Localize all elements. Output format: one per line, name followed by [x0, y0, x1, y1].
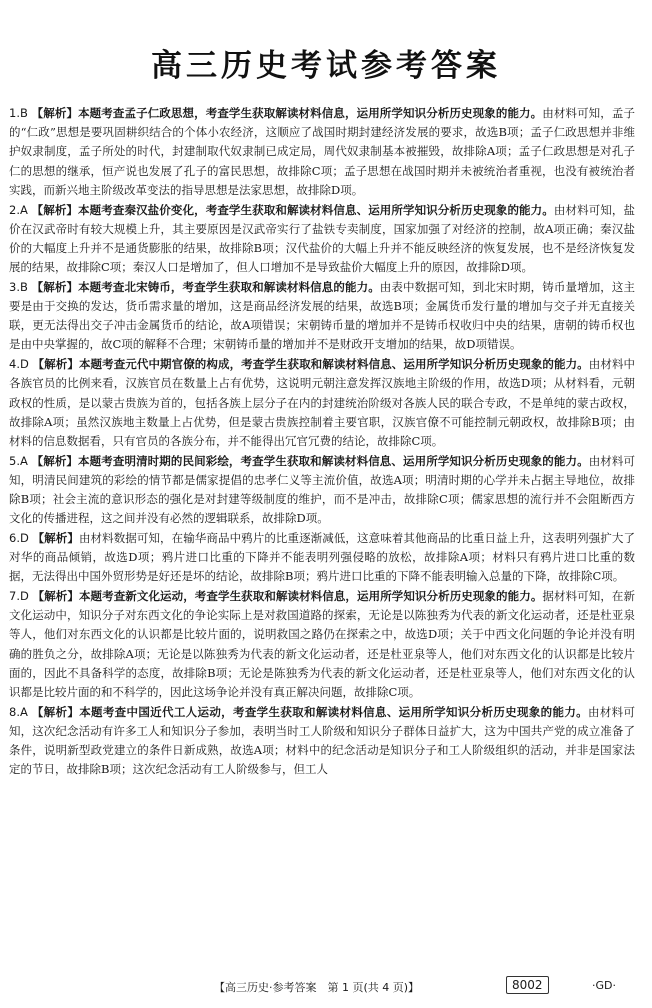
analysis-body: 由材料可知，盐价在汉武帝时有较大规模上升，其主要原因是汉武帝实行了盐铁专卖制度，国家加强了对经济的控制，故A项正确；秦汉盐价的大幅度上升并不是通货膨胀的结果，故排除B项；汉代盐价的大幅上升并不能反映经济的恢复发展，也不是经济恢复发展的结果，故排除C项；秦汉人口是增加了，但人口增加不是导致盐价大幅度上升的原因，故排除D项。 — [9, 202, 636, 275]
page-footer — [0, 975, 652, 997]
analysis-tag: 【解析】 — [31, 279, 79, 294]
answer-number: 6.D — [9, 530, 29, 545]
footer-mark: ·GD· — [592, 979, 616, 992]
footer-code-badge: 8002 — [506, 976, 549, 994]
question-focus: 本题考查中国近代工人运动，考查学生获取和解读材料信息、运用所学知识分析历史现象的能力。 — [79, 704, 589, 719]
answer-item-1 — [9, 104, 635, 200]
analysis-body: 由材料可知，孟子的“仁政”思想是要巩固耕织结合的个体小农经济，这顺应了战国时期封建经济发展的要求，故选B项；孟子仁政思想并非维护奴隶制度，孟子所处的时代，封建制取代奴隶制已成定局，周代奴隶制基本被摧毁，故排除A项；孟子仁政思想是对孔子仁的思想的继承，恒产说也发展了孔子的富民思想，故排除C项；孟子思想在战国时期并未被统治者重视，也没有被统治者实践，而新兴地主阶级改革变法的指导思想是法家思想，故排除D项。 — [9, 106, 636, 197]
analysis-body: 由材料数据可知，在输华商品中鸦片的比重逐渐减低，这意味着其他商品的比重日益上升，这表明列强扩大了对华的商品倾销，故选D项；鸦片进口比重的下降并不能表明列强侵略的放松，故排除A项；材料只有鸦片进口比重的数据，无法得出中国外贸形势是好还是坏的结论，故排除B项；鸦片进口比重的下降不能表明输入总量的下降，故排除C项。 — [9, 530, 636, 584]
answer-item-4 — [9, 355, 635, 451]
analysis-tag: 【解析】 — [31, 704, 80, 719]
answer-number: 4.D — [9, 357, 29, 372]
answer-item-7 — [9, 587, 635, 702]
answer-number: 1.B — [9, 106, 28, 120]
analysis-body: 由表中数据可知，到北宋时期，铸币量增加，这主要是由于交换的发达，货币需求量的增加，这是商品经济发展的结果，故选B项；金属货币发行量的增加与交子并无直接关联，更无法得出交子冲击金属货币的结论，故A项错误；宋朝铸币量的增加并不是铸币权收归中央的结果，唐朝的铸币权也是由中央掌握的，故C项的解释不合理；宋朝铸币量的增加并不是财政开支增加的结果，故D项错误。 — [9, 279, 636, 352]
answer-item-3 — [9, 278, 635, 355]
analysis-body: 由材料可知，这次纪念活动有许多工人和知识分子参加，表明当时工人阶级和知识分子群体日益扩大，这为中国共产党的成立准备了条件，说明新型政党建立的条件日新成熟，故选A项；材料中的纪念活动是知识分子和工人阶级组织的活动，并非是国家法定的节日，故排除B项；这次纪念活动有工人阶级参与，但工人 — [9, 704, 636, 777]
analysis-tag: 【解析】 — [31, 106, 79, 120]
footer-text: 【高三历史·参考答案 第 1 页(共 4 页)】 — [214, 981, 420, 994]
analysis-tag: 【解析】 — [32, 530, 79, 545]
analysis-tag: 【解析】 — [31, 202, 79, 217]
analysis-tag: 【解析】 — [32, 357, 79, 372]
answer-item-5 — [9, 452, 635, 529]
analysis-tag: 【解析】 — [32, 589, 79, 604]
question-focus: 本题考查明清时期的民间彩绘，考查学生获取和解读材料信息、运用所学知识分析历史现象的能力。 — [78, 453, 589, 468]
question-focus: 本题考查秦汉盐价变化，考查学生获取和解读材料信息、运用所学知识分析历史现象的能力。 — [78, 202, 554, 217]
question-focus: 本题考查孟子仁政思想，考查学生获取解读材料信息，运用所学知识分析历史现象的能力。 — [78, 106, 543, 120]
analysis-body: 由材料中各族官员的比例来看，汉族官员在数量上占有优势，这说明元朝注意发挥汉族地主阶级的作用，故选D项；从材料看，元朝政权的性质，是以蒙古贵族为首的，包括各族上层分子在内的封建统治阶级对各族人民的联合专政，不是单纯的蒙古政权，故排除A项；虽然汉族地主数量上占优势，但是蒙古贵族控制着主要官职，汉族官僚不可能控制元朝政权，故排除B项；由材料的信息数据看，只有官员的各族分布，并不能得出冗官冗费的结论，故排除C项。 — [9, 357, 636, 448]
question-focus: 本题考查元代中期官僚的构成，考查学生获取和解读材料信息、运用所学知识分析历史现象的能力。 — [78, 357, 589, 372]
answer-number: 2.A — [9, 202, 28, 217]
answer-number: 7.D — [9, 589, 29, 604]
analysis-body: 由材料可知，明清民间建筑的彩绘的情节都是儒家提倡的忠孝仁义等主流价值，故选A项；明清时期的心学并未占据主导地位，故排除B项；社会主流的意识形态的强化是对封建等级制度的维护，而不是冲击，故排除C项；儒家思想的流行并不会阻断西方文化的传播进程，这之间并没有必然的逻辑联系，故排除D项。 — [9, 453, 636, 526]
answer-number: 5.A — [9, 453, 28, 468]
answer-item-8 — [9, 703, 635, 780]
answer-number: 3.B — [9, 279, 28, 294]
analysis-tag: 【解析】 — [31, 453, 79, 468]
answer-list — [9, 104, 635, 780]
page-title: 高三历史考试参考答案 — [151, 48, 501, 84]
answer-item-2 — [9, 201, 635, 278]
analysis-body: 据材料可知，在新文化运动中，知识分子对东西文化的争论实际上是对救国道路的探索，无论是以陈独秀为代表的新文化运动者，还是杜亚泉等人，他们对东西文化的认识都是比较片面的，说明救国之路仍在探索之中，故选D项；关于中西文化问题的争论并没有明确的胜负之分，故排除A项；无论是以陈独秀为代表的新文化运动者，还是杜亚泉等人，他们对东西文化的认识都是比较片面的，因此不具备科学的态度，故排除B项；无论是陈独秀为代表的新文化运动者，还是杜亚泉等人，他们对东西文化的认识都是比较片面的和不科学的，因此这场争论并没有真正解决问题，故排除C项。 — [9, 589, 636, 700]
question-focus: 本题考查新文化运动，考查学生获取和解读材料信息，运用所学知识分析历史现象的能力。 — [78, 589, 543, 604]
answer-number: 8.A — [9, 704, 28, 719]
question-focus: 本题考查北宋铸币，考查学生获取和解读材料信息的能力。 — [78, 279, 380, 294]
answer-item-6 — [9, 529, 635, 587]
